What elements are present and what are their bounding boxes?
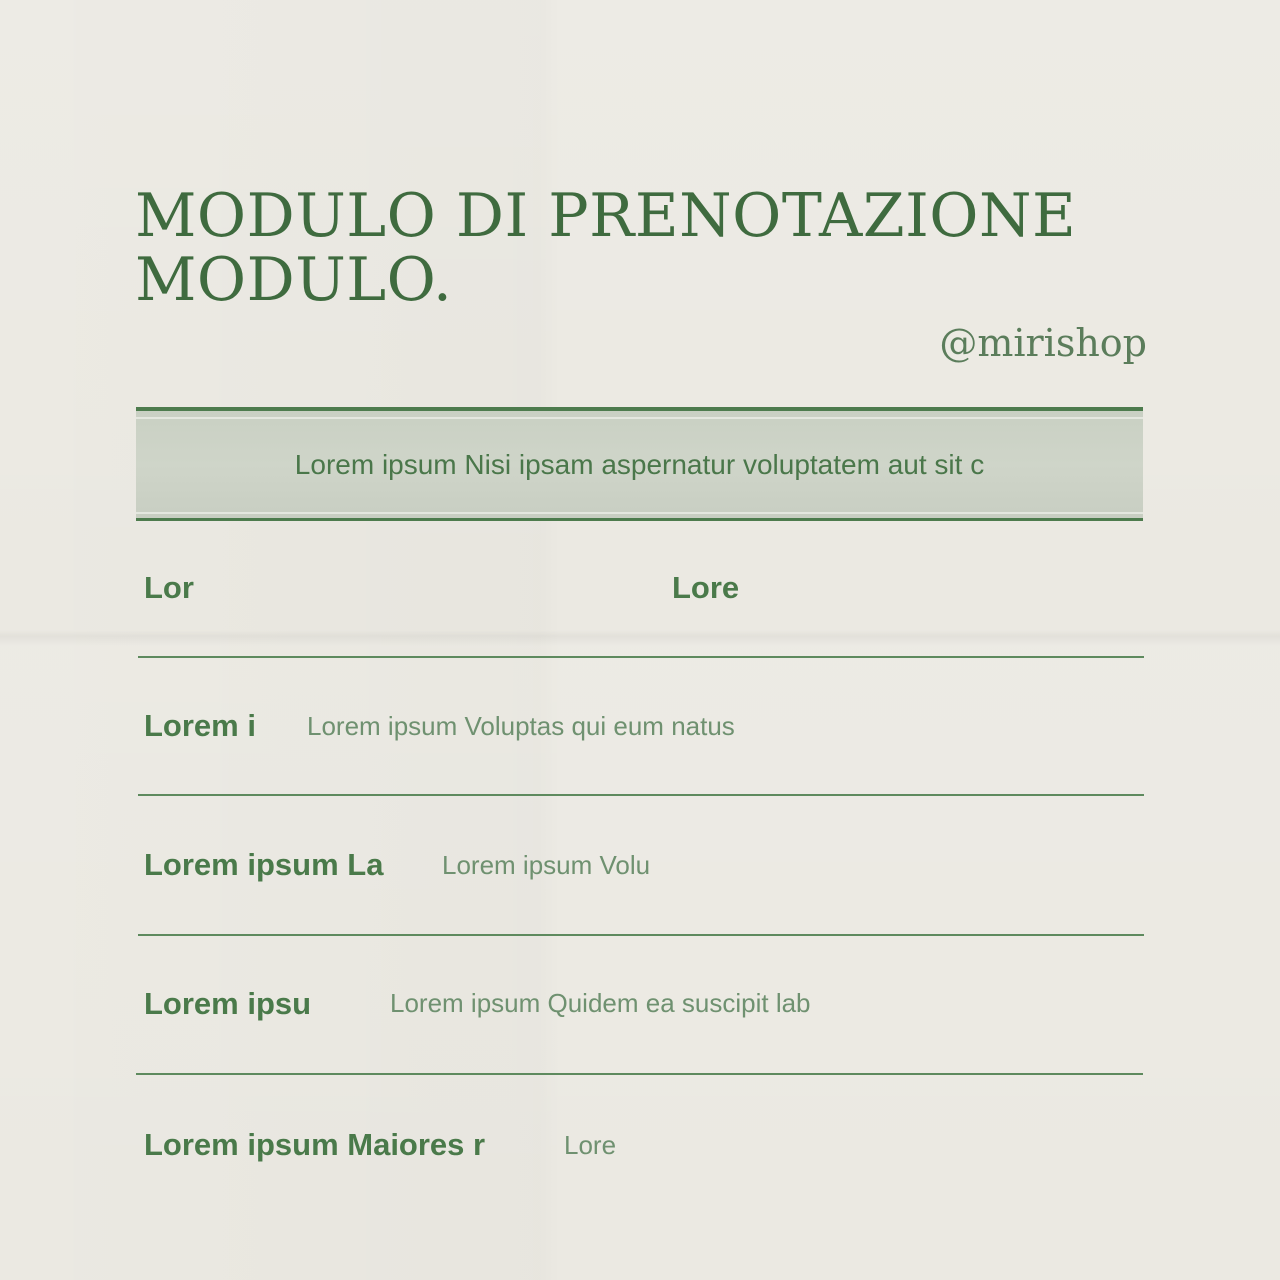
field-divider (138, 794, 1144, 796)
field-label: Lorem ipsum Maiores r (144, 1127, 486, 1162)
shop-handle: @mirishop (939, 321, 1147, 365)
header-left-label: Lor (144, 570, 194, 605)
field-divider (138, 934, 1144, 936)
field-value[interactable]: Lorem ipsum Voluptas qui eum natus (307, 711, 735, 741)
field-label: Lorem ipsum La (144, 847, 384, 882)
field-value[interactable]: Lorem ipsum Quidem ea suscipit lab (390, 988, 811, 1018)
field-label: Lorem i (144, 708, 256, 743)
form-title-line-1: MODULO DI PRENOTAZIONE (135, 181, 1077, 251)
banner-text: Lorem ipsum Nisi ipsam aspernatur voluptatem aut sit c (294, 449, 985, 480)
field-divider (138, 656, 1144, 658)
header-right-label: Lore (672, 570, 740, 605)
field-label: Lorem ipsu (144, 986, 312, 1021)
field-value[interactable]: Lore (564, 1130, 617, 1160)
form-title-line-2: MODULO. (135, 245, 453, 315)
intro-banner (136, 407, 1143, 521)
field-divider (136, 1073, 1143, 1075)
field-value[interactable]: Lorem ipsum Volu (442, 850, 651, 880)
